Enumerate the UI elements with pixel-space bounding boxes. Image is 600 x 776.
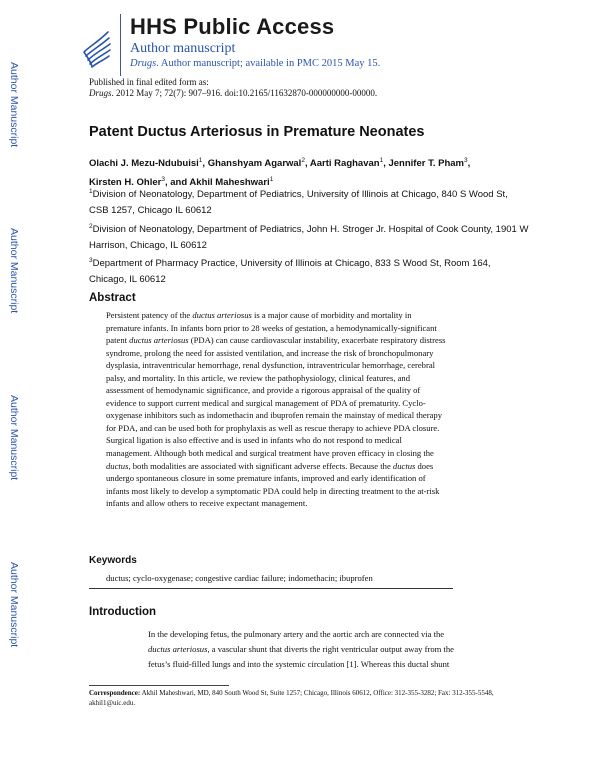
correspondence-footnote xyxy=(89,688,519,708)
author-affiliation-number: 2 xyxy=(301,157,305,164)
pmc-availability xyxy=(130,58,380,69)
abstract-line: ductus, both modalities are associated with significant adverse effects. Because the ductus does xyxy=(106,460,434,471)
published-in-label: Published in final edited form as: xyxy=(89,77,209,87)
introduction-body xyxy=(148,627,528,672)
correspondence-label: Correspondence: xyxy=(89,689,141,697)
affiliation xyxy=(89,253,529,288)
abstract-line: premature infants. In infants born prior to 28 weeks of gestation, a hemodynamically-significant xyxy=(106,322,437,333)
affiliation xyxy=(89,219,529,254)
italic-term: ductus arteriosus xyxy=(148,644,208,654)
author-name: Jennifer T. Pham xyxy=(388,158,464,170)
abstract-line: dysplasia, intraventricular hemorrhage, renal dysfunction, intraventricular hemorrhage, cerebral xyxy=(106,360,436,371)
abstract-line: palsy, and mortality. In this article, we review the pathophysiology, clinical features, and xyxy=(106,372,411,383)
abstract-body xyxy=(106,309,526,510)
abstract-line: evidence to support current medical and surgical management of PDA of prematurity. Cyclo- xyxy=(106,397,426,408)
italic-term: ductus xyxy=(392,460,416,471)
introduction-heading: Introduction xyxy=(89,606,157,618)
footnote-rule xyxy=(89,685,229,686)
italic-term: ductus arteriosus xyxy=(192,310,252,320)
abstract-line: undergo spontaneous closure in some premature infants, improved and early identification of xyxy=(106,473,426,484)
side-label: Author Manuscript xyxy=(8,62,20,148)
abstract-line: oxygenase inhibitors such as indomethacin and ibuprofen remain the mainstay of medical therapy xyxy=(106,410,443,421)
author-name: Olachi J. Mezu-Ndubuisi xyxy=(89,158,199,170)
abstract-heading: Abstract xyxy=(89,292,136,304)
abstract-line: assessment of hemodynamic significance, and provide a rigorous appraisal of the quality of xyxy=(106,385,421,396)
author-separator: , xyxy=(383,158,389,170)
abstract-line: management. Although both medical and surgical treatment have proven efficacy in closing the xyxy=(106,448,434,459)
introduction-line: ductus arteriosus, a vascular shunt that diverts the right ventricular output away from the xyxy=(148,644,454,654)
author-manuscript-label: Author manuscript xyxy=(130,41,236,56)
article-title: Patent Ductus Arteriosus in Premature Neonates xyxy=(89,124,425,140)
citation-details: . 2012 May 7; 72(7): 907–916. doi:10.2165/11632870-000000000-00000. xyxy=(111,88,378,98)
author-separator: , and xyxy=(164,177,190,189)
author-name: Kirsten H. Ohler xyxy=(89,177,162,189)
abstract-line: Persistent patency of the ductus arteriosus is a major cause of morbidity and mortality in xyxy=(106,310,412,320)
affiliation-text: Division of Neonatology, Department of Pediatrics, John H. Stroger Jr. Hospital of Cook County, 1901 W Harrison, Chicago, IL 60612 xyxy=(89,224,529,252)
side-label: Author Manuscript xyxy=(8,562,20,648)
journal-name: Drugs xyxy=(130,58,157,69)
header-divider xyxy=(120,14,121,76)
abstract-line: patent ductus arteriosus (PDA) can cause cardiovascular instability, exacerbate respiratory distress xyxy=(106,335,446,346)
abstract-line: infants and allow others to receive expectant management. xyxy=(106,498,308,509)
side-label: Author Manuscript xyxy=(8,228,20,314)
abstract-line: for PDA, and can be used both for prophylaxis as well as rescue therapy to achieve PDA closure. xyxy=(106,422,440,433)
keywords-rule xyxy=(89,588,453,589)
affiliation xyxy=(89,184,529,219)
affiliation-text: Division of Neonatology, Department of Pediatrics, University of Illinois at Chicago, 840 S Wood St, CSB 1257, Chicago IL 60612 xyxy=(89,189,508,217)
author-separator: , xyxy=(467,158,471,170)
italic-term: ductus arteriosus xyxy=(129,335,189,346)
author-separator: , xyxy=(304,158,310,170)
affiliation-number: 3 xyxy=(89,257,93,264)
hhs-public-access-title: HHS Public Access xyxy=(130,14,335,39)
correspondence-text: Akhil Maheshwari, MD, 840 South Wood St, Suite 1257; Chicago, Illinois 60612, Office: 312-355-3282; Fax: 312-355-5548, akhil1@uic.edu. xyxy=(89,689,494,707)
author-affiliation-number: 3 xyxy=(463,157,468,164)
italic-term: ductus xyxy=(106,460,129,471)
citation xyxy=(89,88,377,98)
author-affiliation-number: 1 xyxy=(269,176,274,184)
abstract-line: infants most likely to develop a symptomatic PDA could help in directing treatment to the at-risk xyxy=(106,485,440,496)
availability-text: . Author manuscript; available in PMC 2015 May 15. xyxy=(156,58,381,69)
author-separator: , xyxy=(202,158,208,170)
author-affiliation-number: 1 xyxy=(379,157,384,164)
affiliation-number: 1 xyxy=(89,188,93,195)
introduction-line: In the developing fetus, the pulmonary artery and the aortic arch are connected via the xyxy=(148,629,445,639)
hhs-eagle-logo xyxy=(80,22,112,70)
affiliation-number: 2 xyxy=(89,223,93,230)
side-label: Author Manuscript xyxy=(8,395,20,481)
author-name: Aarti Raghavan xyxy=(309,158,380,170)
abstract-line: Surgical ligation is also effective and is used in infants who do not respond to medical xyxy=(106,435,402,446)
author-affiliation-number: 3 xyxy=(161,176,165,184)
author-name: Akhil Maheshwari xyxy=(189,177,270,189)
keywords-heading: Keywords xyxy=(89,555,137,566)
author-affiliation-number: 1 xyxy=(198,157,203,164)
keywords-list: ductus; cyclo-oxygenase; congestive cardiac failure; indomethacin; ibuprofen xyxy=(106,573,373,583)
affiliation-text: Department of Pharmacy Practice, University of Illinois at Chicago, 833 S Wood St, Room 164, Chicago, IL 60612 xyxy=(89,258,491,286)
citation-journal: Drugs xyxy=(89,88,112,98)
abstract-line: syndrome, prolong the need for assisted ventilation, and increase the risk of bronchopulmonary xyxy=(106,347,434,358)
introduction-line: fetus’s fluid-filled lungs and into the systemic circulation [1]. Whereas this ductal shunt xyxy=(148,659,450,669)
author-name: Ghanshyam Agarwal xyxy=(207,158,302,170)
